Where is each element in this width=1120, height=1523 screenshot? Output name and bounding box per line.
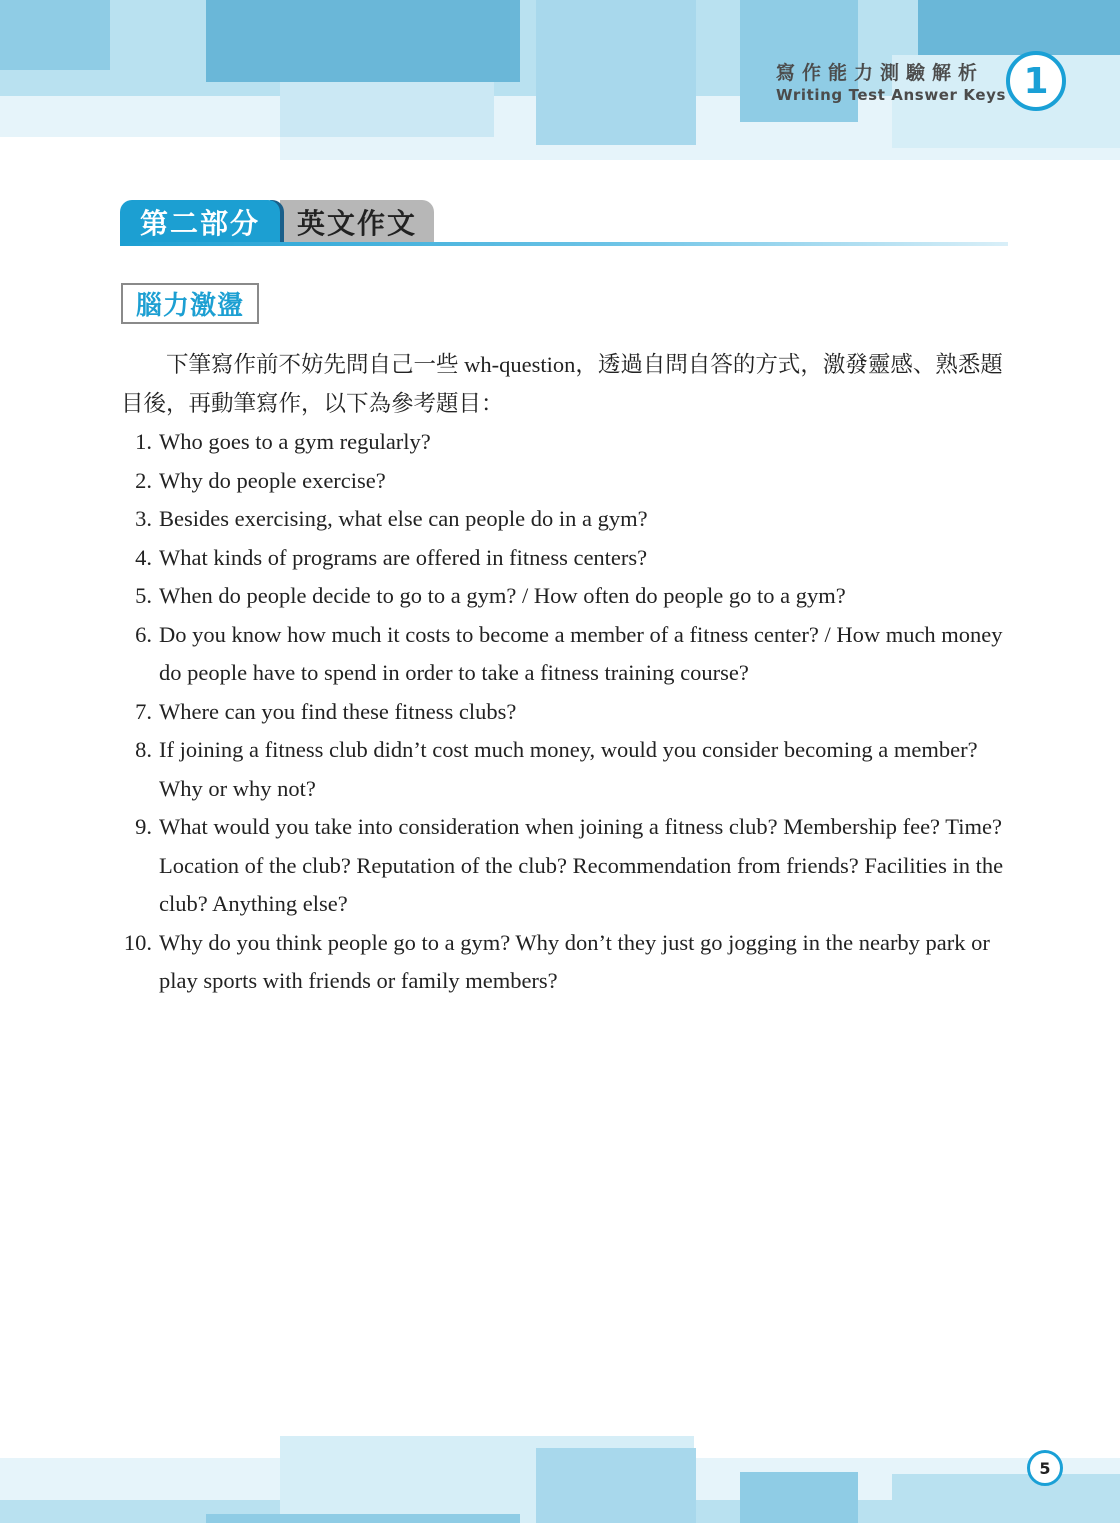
question-text: If joining a fitness club didn’t cost much money, would you consider becoming a member? Why or why not? [159, 737, 978, 801]
list-item [121, 423, 1011, 462]
section-topic-tab [280, 200, 434, 244]
question-number: 6. [135, 621, 152, 647]
question-number: 9. [135, 814, 152, 839]
question-number: 3. [135, 506, 152, 531]
list-item [121, 731, 1011, 808]
list-item [121, 539, 1011, 578]
question-text: What would you take into consideration when joining a fitness club? Membership fee? Time? Location of the club? Reputation of the club? Recommendation from friends? Facilities in the club? Anything else? [159, 814, 1004, 916]
list-item [121, 577, 1011, 616]
section-topic-label: 英文作文 [296, 207, 417, 240]
question-text: Who goes to a gym regularly? [159, 429, 431, 454]
footer-decoration [0, 1430, 1120, 1523]
question-text: Besides exercising, what else can people do in a gym? [159, 506, 648, 531]
header-title-zh: 寫作能力測驗解析 [776, 62, 985, 84]
question-number: 5. [135, 583, 152, 608]
question-number: 7. [135, 698, 152, 724]
list-item [121, 808, 1011, 924]
intro-paragraph [121, 346, 1011, 423]
question-text: Where can you find these fitness clubs? [159, 698, 517, 724]
brainstorm-label: 腦力激盪 [121, 283, 259, 324]
question-text: Do you know how much it costs to become a member of a fitness center? / How much money do people have to spend in order to take a fitness training course? [159, 621, 1003, 685]
section-heading [120, 200, 1010, 248]
header-title-en: Writing Test Answer Keys [776, 86, 1007, 104]
list-item [121, 693, 1011, 732]
question-number: 2. [135, 467, 152, 493]
question-number: 8. [135, 737, 152, 762]
page-number: 5 [1027, 1450, 1063, 1486]
question-number: 10. [123, 929, 152, 955]
question-text: When do people decide to go to a gym? / How often do people go to a gym? [159, 583, 846, 608]
list-item [121, 924, 1011, 1001]
question-number: 4. [135, 544, 152, 570]
question-text: Why do you think people go to a gym? Why don’t they just go jogging in the nearby park or play sports with friends or family members? [159, 929, 990, 993]
chapter-badge: 1 [1006, 51, 1066, 111]
intro-text: 下筆寫作前不妨先問自己一些 wh-question，透過自問自答的方式，激發靈感、熟悉題目後，再動筆寫作，以下為參考題目： [121, 352, 1003, 416]
question-list [121, 423, 1011, 1001]
list-item [121, 462, 1011, 501]
section-part-label: 第二部分 [139, 207, 260, 240]
question-number: 1. [135, 429, 152, 454]
list-item [121, 500, 1011, 539]
list-item [121, 616, 1011, 693]
section-part-tab [120, 200, 280, 244]
question-text: Why do people exercise? [159, 467, 386, 493]
section-underline [120, 242, 1008, 246]
question-text: What kinds of programs are offered in fitness centers? [159, 544, 648, 570]
